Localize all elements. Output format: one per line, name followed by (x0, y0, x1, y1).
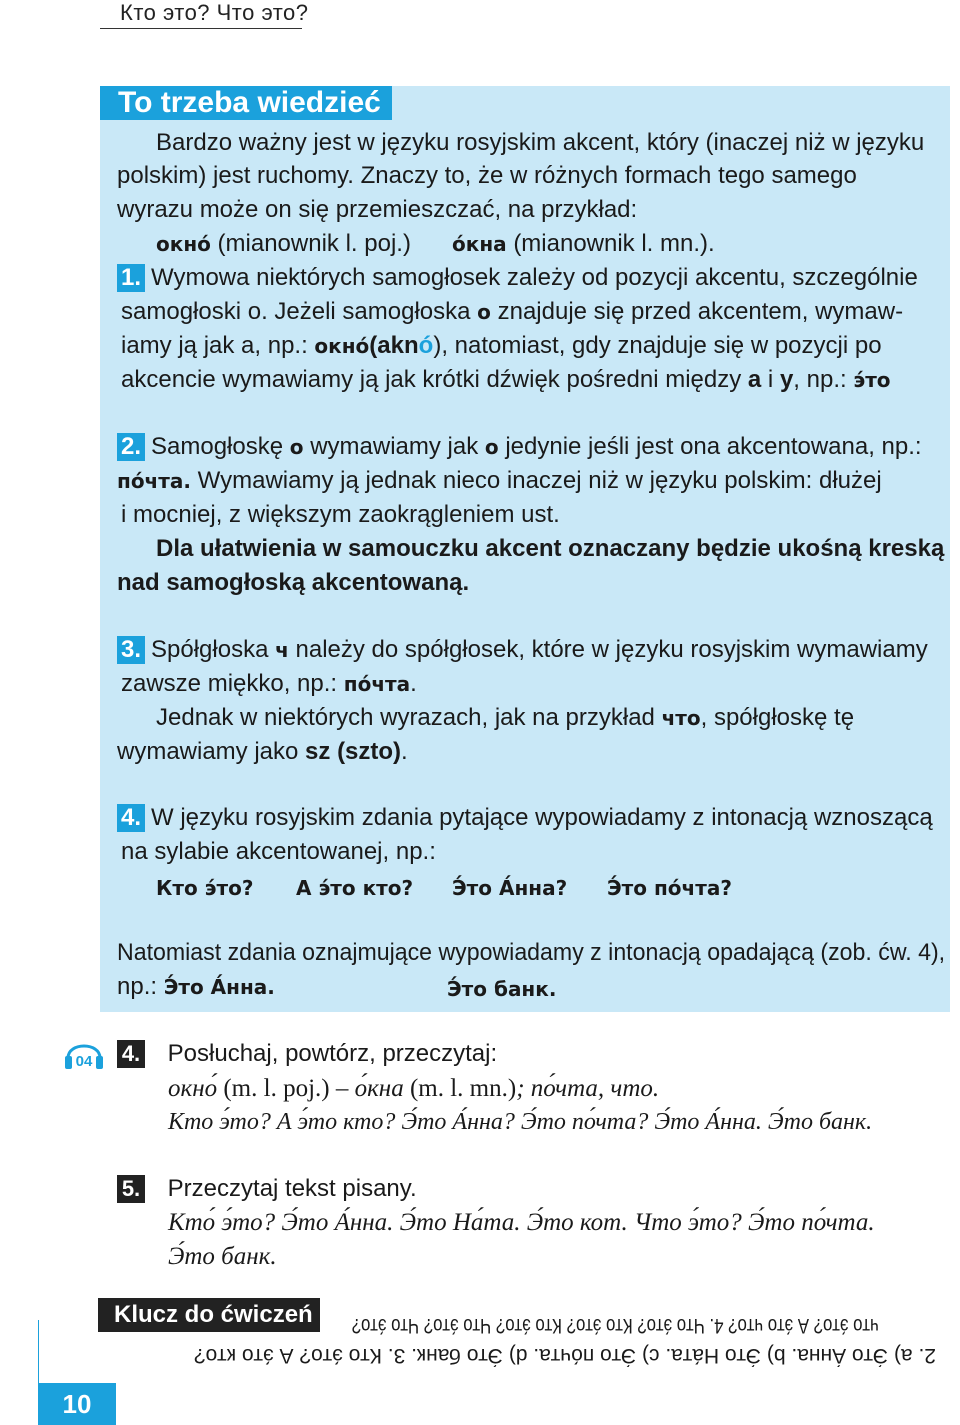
statement-example-1: Э́то А́нна. (163, 975, 275, 999)
point-3-line-4: wymawiamy jako sz (szto). (117, 738, 408, 765)
point-4-number: 4. (117, 804, 145, 832)
transcription-start: (akn (369, 332, 419, 359)
info-box-title: To trzeba wiedzieć (118, 86, 381, 119)
point-1-text-3b: ), natomiast, gdy znajduje się w pozycji po (433, 332, 882, 359)
exercise-4-instruction-row (117, 1038, 497, 1070)
point-3-text-3b: , spółgłoskę tę (700, 704, 855, 731)
exercise-4-instruction: Posłuchaj, powtórz, przeczytaj: (167, 1040, 498, 1067)
point-1-line-4 (121, 364, 891, 396)
header-rule (100, 28, 302, 29)
exercise-5-line-1: Кто́ э́то? Э́то А́нна. Э́то На́та. Э́то кот. Что э́то? Э́то по́чта. (168, 1209, 875, 1236)
accent-example-row (156, 228, 411, 260)
point-1-line-3 (121, 330, 882, 362)
statement-np: np.: (117, 973, 158, 1000)
exercise-4-number: 4. (117, 1040, 145, 1068)
point-2-line-1 (117, 431, 922, 463)
question-example-4: Э́то по́чта? (607, 876, 732, 900)
point-2-bold-2: nad samogłoską akcentowaną. (117, 569, 470, 596)
point-1-text-2a: samogłoski o. Jeżeli samogłoska (121, 298, 471, 325)
statement-example-2: Э́то банк. (447, 977, 557, 1001)
question-example-1: Кто э́то? (156, 876, 254, 900)
ex4-dash: – (335, 1075, 349, 1102)
point-1-text-4a: akcencie wymawiamy ją jak krótki dźwięk pośredni między (121, 366, 742, 393)
transcription-szto: sz (szto) (305, 738, 402, 765)
exercise-4-line-2: Кто э́то? А э́то кто? Э́то А́нна? Э́то по́чта? Э́то А́нна. Э́то банк. (168, 1109, 873, 1135)
point-1-number: 1. (117, 264, 145, 292)
point-3-text-3a: Jednak w niektórych wyrazach, jak na przykład (156, 704, 655, 731)
audio-track-label: 04 (75, 1053, 93, 1070)
page-number-rule (38, 1320, 39, 1385)
point-2-line-3: i mocniej, z większym zaokrągleniem ust. (121, 501, 560, 528)
exercise-4-line-1 (168, 1073, 659, 1105)
headphones-icon[interactable] (62, 1032, 106, 1072)
intro-line-2: polskim) jest ruchomy. Znaczy to, że w różnych formach tego samego (117, 162, 857, 189)
point-1-line-2 (121, 296, 903, 328)
ex4-note-1: (m. l. poj.) (223, 1075, 330, 1102)
answer-key-line-1: что э́то? А э́то что? 4. Что э́то? Кто э́то? Кто э́то? Что э́то? Что э́то? (351, 1314, 879, 1337)
point-2-text-1a: Samogłoskę (151, 433, 284, 460)
point-2-number: 2. (117, 433, 145, 461)
point-4-line-2: na sylabie akcentowanej, np.: (121, 838, 436, 865)
example-word-chto: что (661, 706, 701, 730)
answer-key-title: Klucz do ćwiczeń (114, 1301, 313, 1328)
accent-example-row-2 (452, 228, 715, 260)
example-word-okno-note: (mianownik l. poj.) (217, 230, 411, 257)
point-3-text-1b: należy do spółgłosek, które w języku rosyjskim wymawiamy (295, 636, 928, 663)
point-3-line-3 (156, 702, 854, 734)
letter-y: y (779, 366, 794, 393)
point-2-line-2 (117, 465, 882, 497)
page-number: 10 (38, 1383, 116, 1425)
exercise-5-number: 5. (117, 1175, 145, 1203)
letter-a: a (747, 366, 762, 393)
point-3-line-2: zawsze miękko, np.: по́чта. (121, 670, 417, 697)
example-word-okna-note: (mianownik l. mn.). (513, 230, 715, 257)
intro-line-3: wyrazu może on się przemieszczać, na przykład: (117, 196, 638, 223)
point-4-line-1 (117, 802, 933, 834)
letter-o-2: o (289, 435, 304, 459)
answer-key-header (98, 1298, 320, 1332)
conj-i: i (767, 366, 774, 393)
point-3-text-1a: Spółgłoska (151, 636, 269, 663)
point-3-text-4a: wymawiamy jako (117, 738, 299, 765)
ex4-rest: ; по́чта, что. (516, 1075, 660, 1102)
point-3-text-2: zawsze miękko, np.: (121, 670, 338, 697)
point-2-text-1b: wymawiamy jak (310, 433, 479, 460)
ex4-note-2: (m. l. mn.) (409, 1075, 517, 1102)
statement-line-2 (117, 971, 275, 1003)
exercise-5-line-2: Э́то банк. (168, 1243, 277, 1270)
question-example-3: Э́то А́нна? (452, 876, 568, 900)
letter-ch: ч (275, 638, 289, 662)
intro-line-1: Bardzo ważny jest w języku rosyjskim akcent, który (inaczej niż w języku (156, 129, 925, 156)
answer-key-line-2: 2. а) Э́то А́нна. b) Э́то На́та. c) Э́то по́чта. d) Э́то банк. 3. Кто э́то? А э́то кто? (193, 1344, 936, 1367)
ex4-okno: окно́ (168, 1075, 218, 1102)
point-1-np: , np.: (793, 366, 847, 393)
point-1-text-1: Wymowa niektórych samogłosek zależy od pozycji akcentu, szczególnie (151, 264, 918, 291)
exercise-5-instruction-row (117, 1173, 417, 1205)
example-word-pochta: по́чта. (117, 469, 191, 493)
statement-line-1: Natomiast zdania oznajmujące wypowiadamy z intonacją opadającą (zob. ćw. 4), (117, 939, 946, 966)
point-1-text-2b: znajduje się przed akcentem, wymaw- (497, 298, 904, 325)
point-4-text-1: W języku rosyjskim zdania pytające wypowiadamy z intonacją wznoszącą (151, 804, 933, 831)
example-word-okna: о́кна (452, 232, 507, 256)
point-1-text-3a: iamy ją jak a, np.: (121, 332, 308, 359)
ex4-okna: о́кна (354, 1075, 404, 1102)
exercise-5-instruction: Przeczytaj tekst pisany. (167, 1175, 417, 1202)
point-2-bold-1: Dla ułatwienia w samouczku akcent oznaczany będzie ukośną kreską (156, 535, 945, 562)
point-2-text-1c: jedynie jeśli jest ona akcentowana, np.: (505, 433, 922, 460)
example-word-pochta-2: по́чта (343, 672, 411, 696)
example-word-okno: окно́ (156, 232, 211, 256)
point-3-number: 3. (117, 636, 145, 664)
letter-o: o (477, 300, 491, 324)
transcription-accent: ó (418, 332, 434, 359)
question-example-2: А э́то кто? (296, 876, 414, 900)
running-header: Кто это? Что это? (120, 0, 309, 25)
letter-o-3: o (484, 435, 499, 459)
point-2-text-2: Wymawiamy ją jednak nieco inaczej niż w języku polskim: dłużej (197, 467, 882, 494)
point-1-line-1 (117, 262, 918, 294)
example-word-okno-2: окно́ (314, 334, 370, 358)
example-word-eto: э́то (853, 368, 891, 392)
point-3-line-1 (117, 634, 928, 666)
info-box-title-bar (100, 86, 392, 120)
